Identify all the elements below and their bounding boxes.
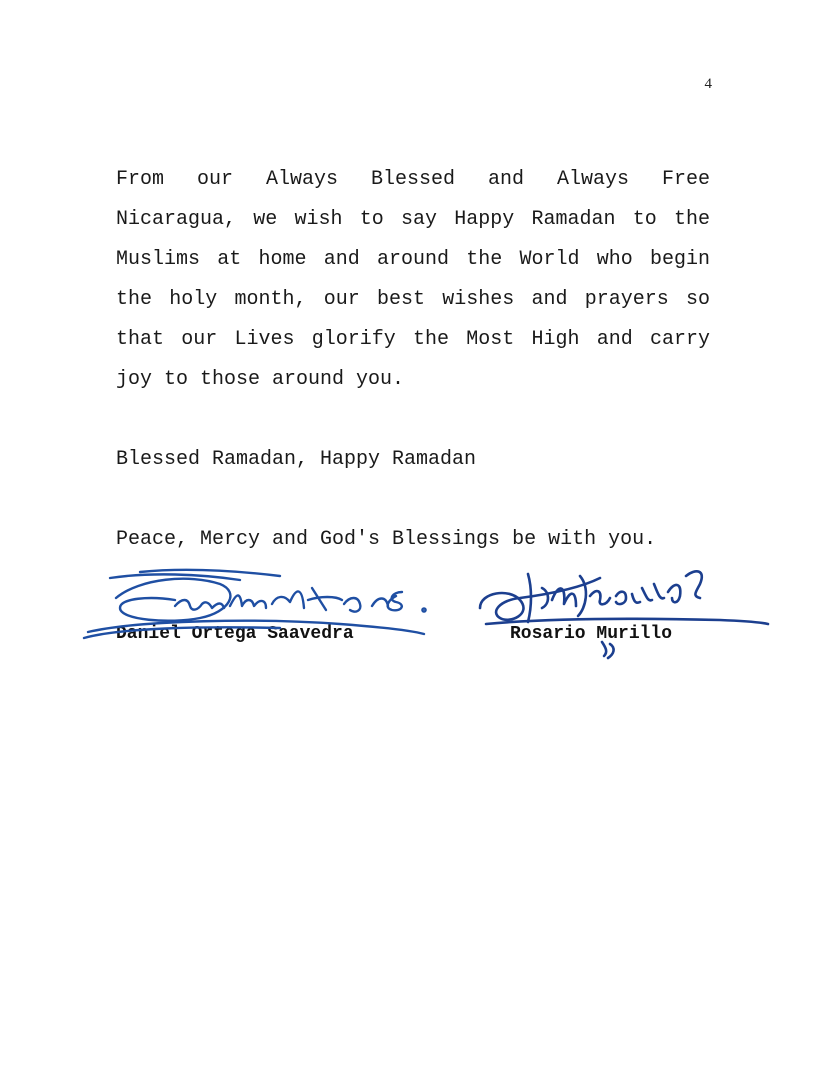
page-number: 4 [704,76,712,92]
signatory-name-left: Daniel Ortega Saavedra [116,624,354,644]
signature-left-handwriting [84,570,426,638]
signatory-name-right: Rosario Murillo [510,624,673,644]
letter-body [116,160,710,560]
greeting-paragraph: From our Always Blessed and Always Free Nicaragua, we wish to say Happy Ramadan to the Muslims at home and around the World who begin the holy month, our best wishes and prayers so that our Lives glorify the Most High and carry joy to those around you. [116,168,710,391]
signature-right-handwriting [480,571,768,658]
blessing-line: Blessed Ramadan, Happy Ramadan [116,448,477,471]
closing-line: Peace, Mercy and God's Blessings be with you. [116,528,657,551]
handwritten-signatures [80,548,780,678]
signature-block [80,548,780,678]
